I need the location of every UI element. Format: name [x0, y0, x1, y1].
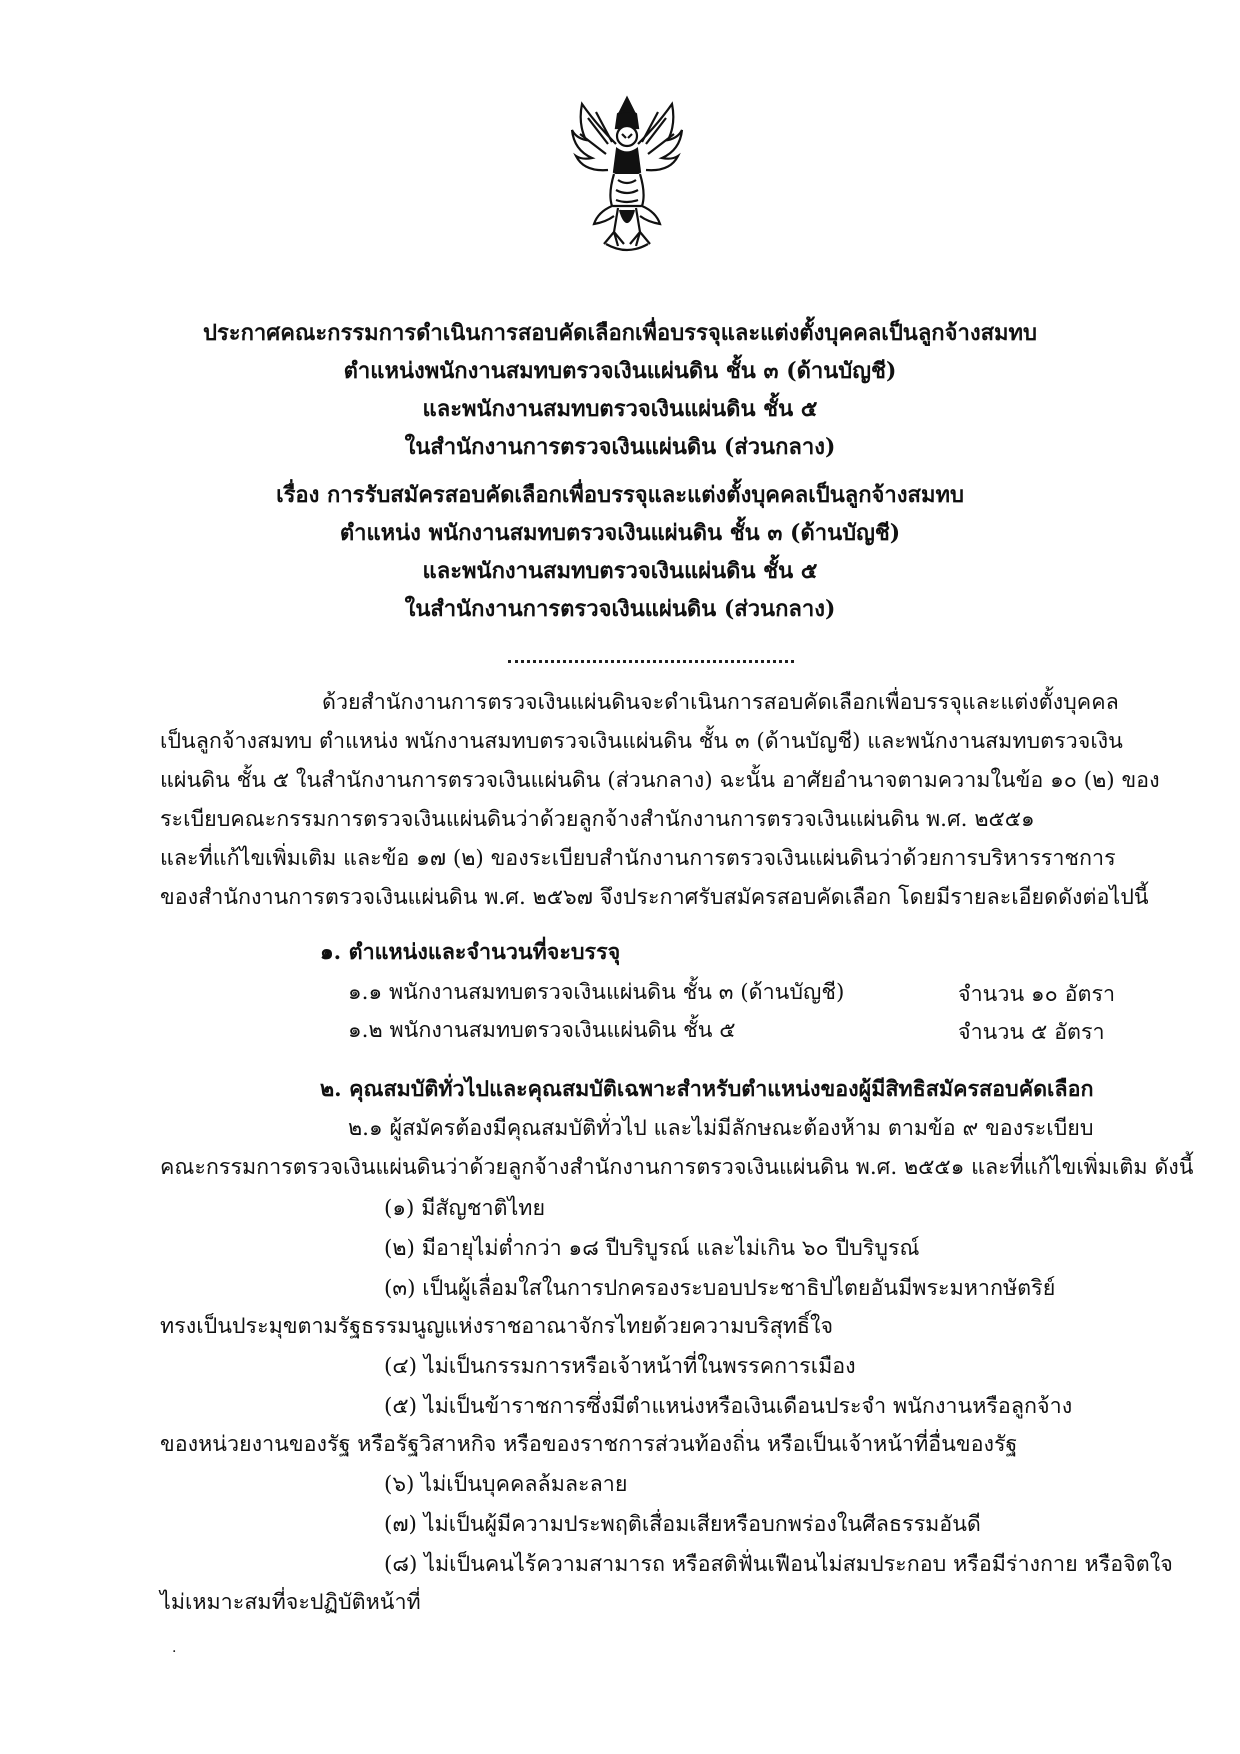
qualification-4: (๔) ไม่เป็นกรรมการหรือเจ้าหน้าที่ในพรรคการเมือง — [384, 1354, 856, 1379]
subject-line-4: ในสำนักงานการตรวจเงินแผ่นดิน (ส่วนกลาง) — [404, 596, 836, 622]
stray-mark: · — [172, 1644, 177, 1660]
qualification-2: (๒) มีอายุไม่ต่ำกว่า ๑๘ ปีบริบูรณ์ และไม่เกิน ๖๐ ปีบริบูรณ์ — [384, 1236, 920, 1261]
position-item-2-amount: จำนวน ๕ อัตรา — [958, 1020, 1105, 1045]
qualification-7: (๗) ไม่เป็นผู้มีความประพฤติเสื่อมเสียหรือบกพร่องในศีลธรรมอันดี — [384, 1512, 981, 1537]
subject-line-1: เรื่อง การรับสมัครสอบคัดเลือกเพื่อบรรจุและแต่งตั้งบุคคลเป็นลูกจ้างสมทบ — [276, 482, 964, 508]
subject-line-2: ตำแหน่ง พนักงานสมทบตรวจเงินแผ่นดิน ชั้น ๓ (ด้านบัญชี) — [339, 520, 901, 546]
intro-line-5: และที่แก้ไขเพิ่มเติม และข้อ ๑๗ (๒) ของระเบียบสำนักงานการตรวจเงินแผ่นดินว่าด้วยการบริหารราชการ — [160, 846, 1116, 871]
intro-line-4: ระเบียบคณะกรรมการตรวจเงินแผ่นดินว่าด้วยลูกจ้างสำนักงานการตรวจเงินแผ่นดิน พ.ศ. ๒๕๕๑ — [160, 807, 1035, 832]
dotted-divider — [508, 660, 794, 663]
intro-line-2: เป็นลูกจ้างสมทบ ตำแหน่ง พนักงานสมทบตรวจเงินแผ่นดิน ชั้น ๓ (ด้านบัญชี) และพนักงานสมทบตรวจเงิน — [160, 729, 1123, 754]
qualification-6: (๖) ไม่เป็นบุคคลล้มละลาย — [384, 1472, 628, 1497]
qualification-3-line-1: (๓) เป็นผู้เลื่อมใสในการปกครองระบอบประชาธิปไตยอันมีพระมหากษัตริย์ — [384, 1276, 1056, 1301]
section1-heading: ๑. ตำแหน่งและจำนวนที่จะบรรจุ — [320, 940, 621, 965]
position-item-1-amount: จำนวน ๑๐ อัตรา — [958, 982, 1116, 1007]
title-line-1: ประกาศคณะกรรมการดำเนินการสอบคัดเลือกเพื่อบรรจุและแต่งตั้งบุคคลเป็นลูกจ้างสมทบ — [202, 320, 1038, 346]
intro-line-3: แผ่นดิน ชั้น ๕ ในสำนักงานการตรวจเงินแผ่นดิน (ส่วนกลาง) ฉะนั้น อาศัยอำนาจตามความในข้อ ๑๐ (๒) ของ — [160, 768, 1160, 793]
garuda-emblem-icon — [568, 94, 686, 264]
qualification-8-line-1: (๘) ไม่เป็นคนไร้ความสามารถ หรือสติฟั่นเฟือนไม่สมประกอบ หรือมีร่างกาย หรือจิตใจ — [384, 1552, 1173, 1577]
section2-sub-line-2: คณะกรรมการตรวจเงินแผ่นดินว่าด้วยลูกจ้างสำนักงานการตรวจเงินแผ่นดิน พ.ศ. ๒๕๕๑ และที่แก้ไขเพิ่มเติม ดังนี้ — [160, 1155, 1194, 1180]
title-line-4: ในสำนักงานการตรวจเงินแผ่นดิน (ส่วนกลาง) — [404, 434, 836, 460]
qualification-5-line-1: (๕) ไม่เป็นข้าราชการซึ่งมีตำแหน่งหรือเงินเดือนประจำ พนักงานหรือลูกจ้าง — [384, 1394, 1073, 1419]
section2-heading: ๒. คุณสมบัติทั่วไปและคุณสมบัติเฉพาะสำหรับตำแหน่งของผู้มีสิทธิสมัครสอบคัดเลือก — [320, 1077, 1094, 1102]
subject-line-3: และพนักงานสมทบตรวจเงินแผ่นดิน ชั้น ๕ — [422, 558, 818, 584]
intro-line-6: ของสำนักงานการตรวจเงินแผ่นดิน พ.ศ. ๒๕๖๗ จึงประกาศรับสมัครสอบคัดเลือก โดยมีรายละเอียดดังต่อไปนี้ — [160, 885, 1149, 910]
title-line-3: และพนักงานสมทบตรวจเงินแผ่นดิน ชั้น ๕ — [422, 396, 818, 422]
qualification-5-line-2: ของหน่วยงานของรัฐ หรือรัฐวิสาหกิจ หรือของราชการส่วนท้องถิ่น หรือเป็นเจ้าหน้าที่อื่นของรัฐ — [160, 1432, 1018, 1457]
section2-sub-line-1: ๒.๑ ผู้สมัครต้องมีคุณสมบัติทั่วไป และไม่มีลักษณะต้องห้าม ตามข้อ ๙ ของระเบียบ — [348, 1116, 1094, 1141]
qualification-1: (๑) มีสัญชาติไทย — [384, 1196, 546, 1221]
position-item-2-label: ๑.๒ พนักงานสมทบตรวจเงินแผ่นดิน ชั้น ๕ — [348, 1018, 736, 1043]
qualification-8-line-2: ไม่เหมาะสมที่จะปฏิบัติหน้าที่ — [160, 1590, 421, 1615]
title-line-2: ตำแหน่งพนักงานสมทบตรวจเงินแผ่นดิน ชั้น ๓ (ด้านบัญชี) — [343, 358, 897, 384]
qualification-3-line-2: ทรงเป็นประมุขตามรัฐธรรมนูญแห่งราชอาณาจักรไทยด้วยความบริสุทธิ์ใจ — [160, 1314, 834, 1339]
intro-line-1: ด้วยสำนักงานการตรวจเงินแผ่นดินจะดำเนินการสอบคัดเลือกเพื่อบรรจุและแต่งตั้งบุคคล — [322, 690, 1119, 715]
position-item-1-label: ๑.๑ พนักงานสมทบตรวจเงินแผ่นดิน ชั้น ๓ (ด้านบัญชี) — [348, 980, 845, 1005]
